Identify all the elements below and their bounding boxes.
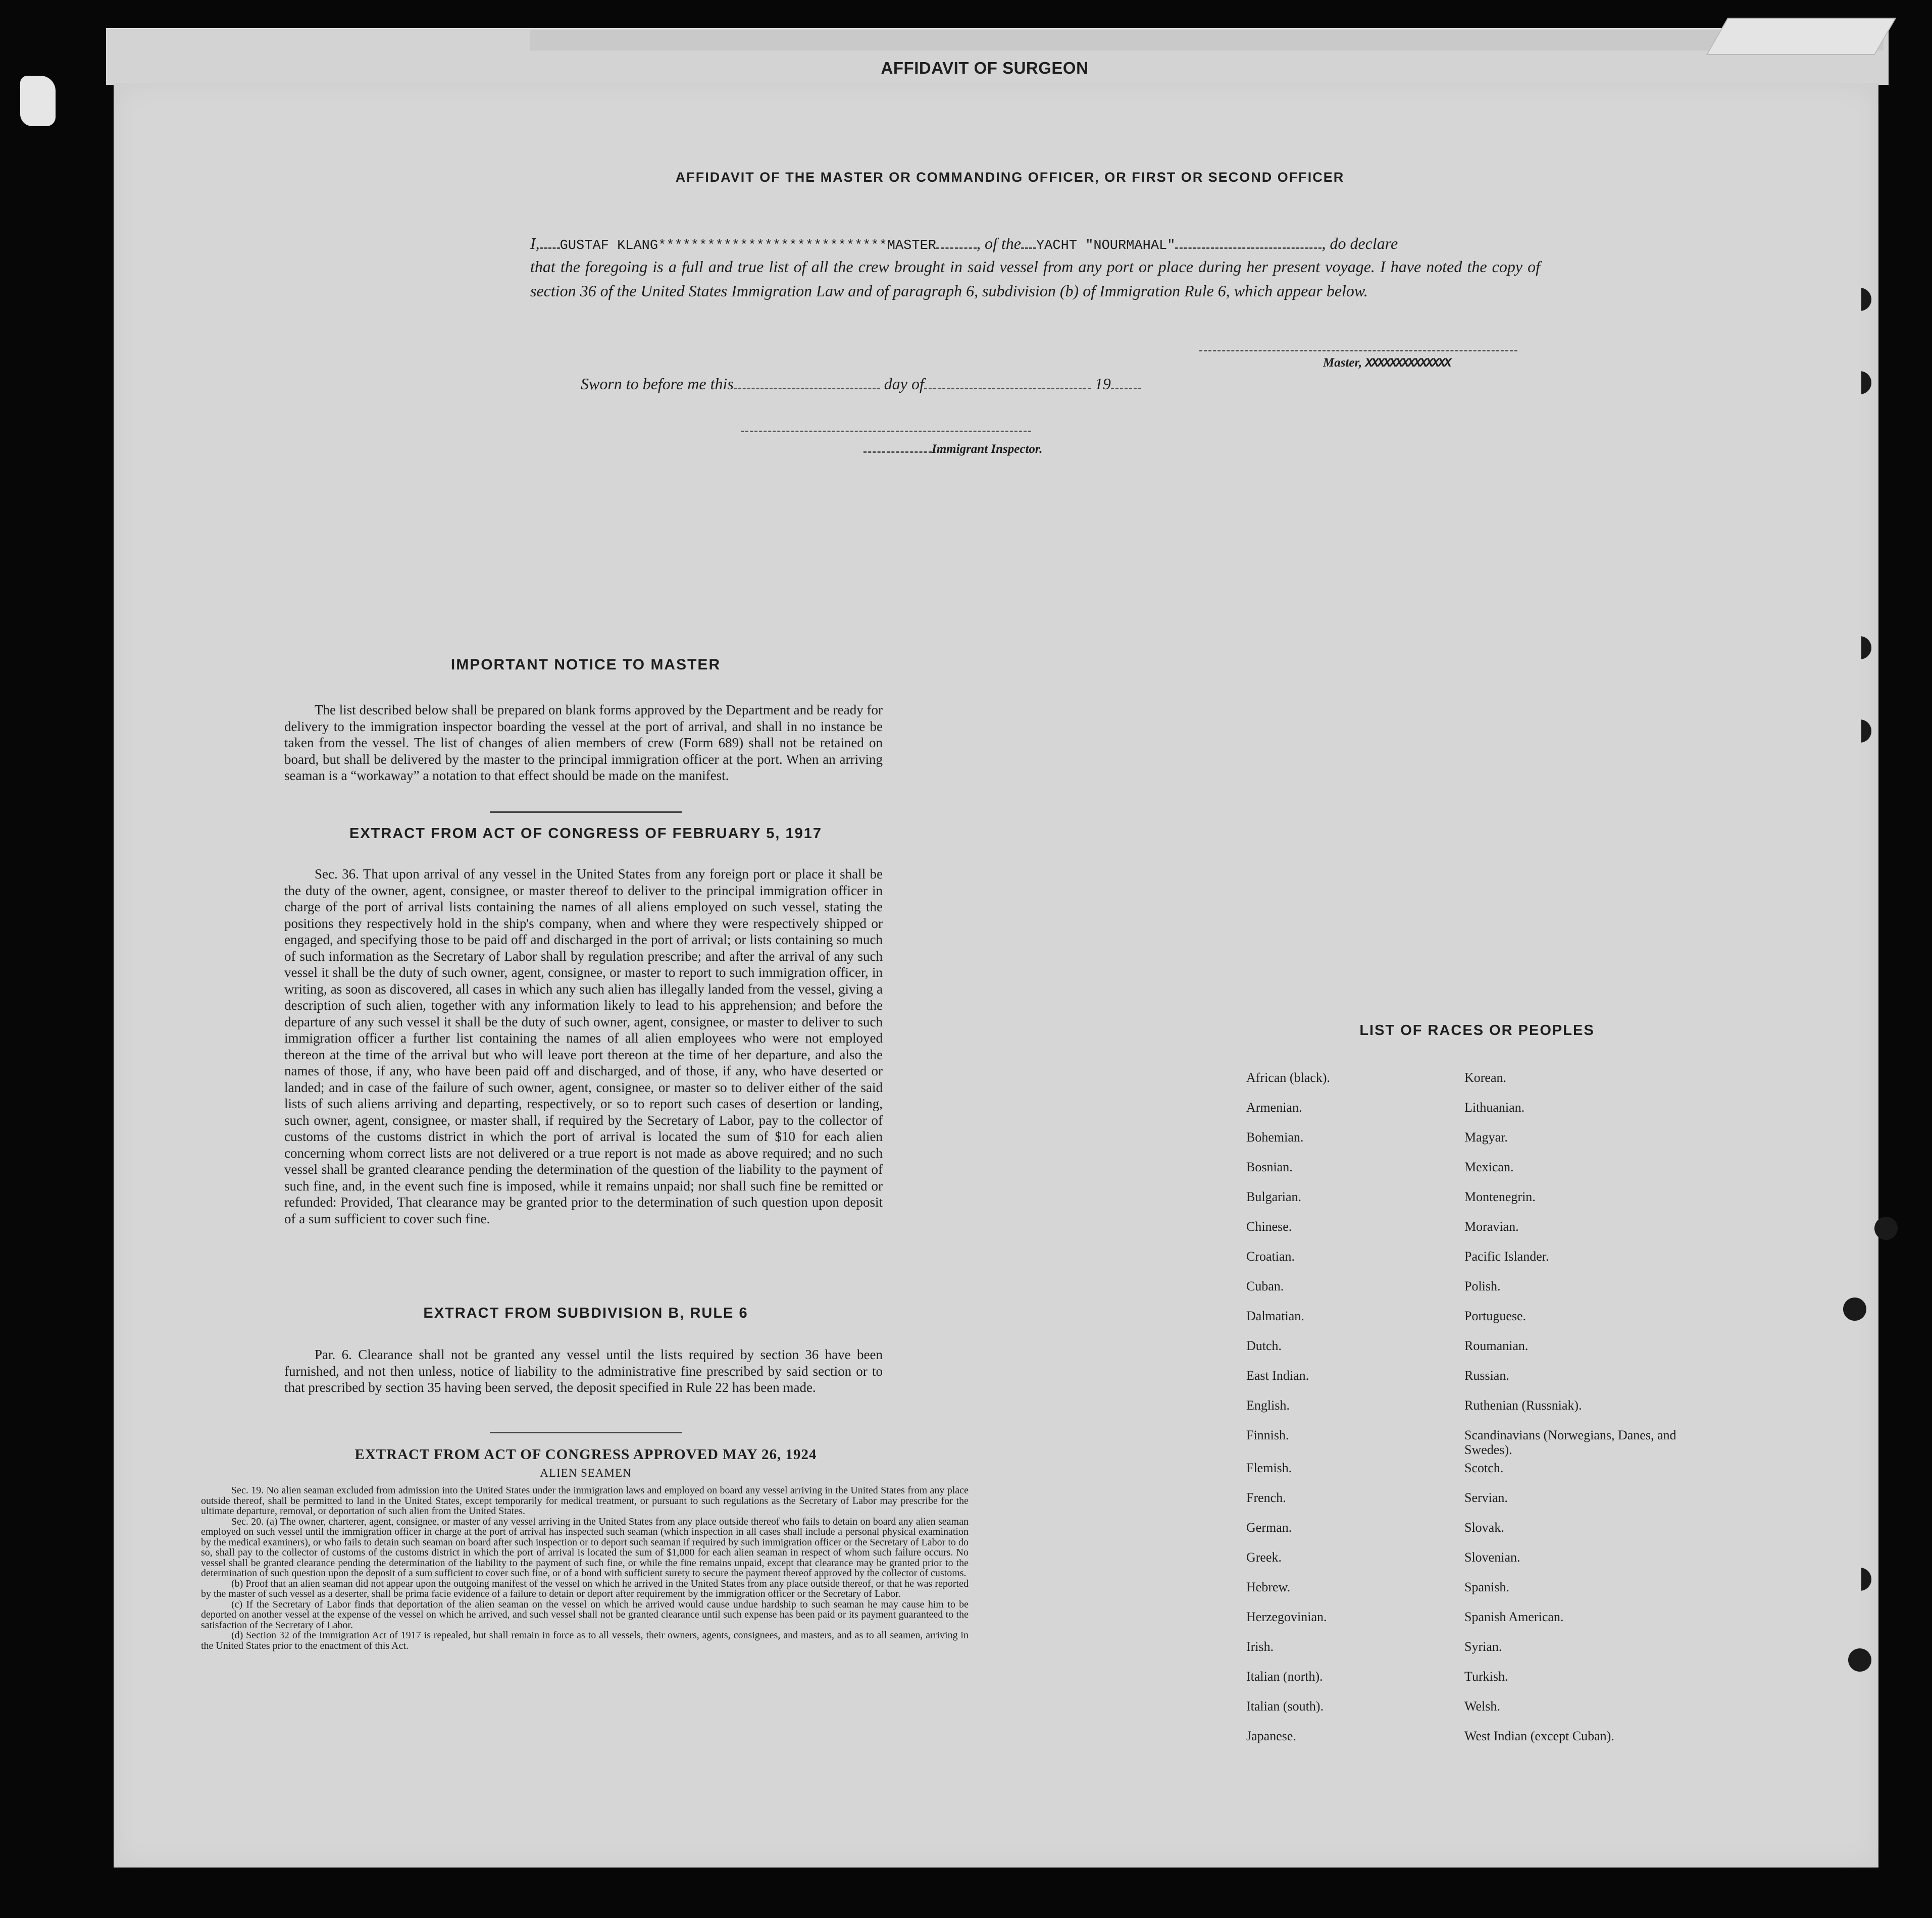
extract-1917-body: Sec. 36. That upon arrival of any vessel in the United States from any foreign port or place it shall be the duty of the owner, agent, consignee, or master thereof to deliver to the principal immigration officer in charge of the port of arrival lists containing the names of all aliens employed on such vessel, stating the positions they respectively hold in the ship's company, when and where they were respectively shipped or engaged, and specifying those to be paid off and discharged in the port of arrival; or lists containing so much of such information as the Secretary of Labor shall by regulation prescribe; and after the arrival of any such vessel it shall be the duty of such owner, agent, consignee, or master to report to such immigration officer, in writing, as soon as discovered, all cases in which any such alien has illegally landed from the vessel, giving a description of such alien, together with any information likely to lead to his apprehension; and before the departure of any such vessel it shall be the duty of such owner, agent, consignee, or master to deliver to such immigration officer a further list containing the names of all alien employees who were not employed thereon at the time of the arrival but who will leave port thereon at the time of her departure, and also the names of those, if any, who have been paid off and discharged, and of those, if any, who have deserted or landed; and in case of the failure of such owner, agent, consignee, or master so to deliver either of the said lists of such aliens arriving and departing, respectively, or so to report such cases of desertion or landing, such owner, agent, consignee, or master shall, if required by the Secretary of Labor, pay to the collector of customs of the customs district in which the port of arrival is located the sum of $10 for each alien concerning whom correct lists are not delivered or a true report is not made as above required; and no such vessel shall be granted clearance pending the determination of the question of the liability to the payment of such fine, and, in the event such fine is imposed, while it remains unpaid; nor shall such fine be remitted or refunded: Provided, That clearance may be granted prior to the determination of such question upon deposit of a sum sufficient to cover such fine. xyxy=(284,866,883,1226)
race-item: English. xyxy=(1246,1398,1290,1413)
punch-hole xyxy=(1848,1648,1871,1672)
race-item: Croatian. xyxy=(1246,1249,1295,1264)
master-name: GUSTAF KLANG xyxy=(560,238,658,253)
month-blank xyxy=(924,375,1091,389)
race-item: East Indian. xyxy=(1246,1368,1309,1383)
race-item: Welsh. xyxy=(1464,1699,1500,1714)
divider xyxy=(490,811,682,813)
inspector-signature-line xyxy=(741,431,1031,432)
race-item: Flemish. xyxy=(1246,1461,1292,1475)
race-item: Scotch. xyxy=(1464,1461,1504,1475)
race-item: Scandinavians (Norwegians, Danes, and Swedes). xyxy=(1464,1428,1676,1457)
struck-out-title: XXXXXXXXXXXXXX xyxy=(1365,356,1450,371)
day-blank xyxy=(734,375,880,389)
race-item: Portuguese. xyxy=(1464,1309,1527,1323)
notice-body: The list described below shall be prepared on blank forms approved by the Department and be ready for delivery to the immigration inspector boarding the vessel at the port of arrival, and shall in no instance be taken from the vessel. The list of changes of alien members of crew (Form 689) shall not be retained on board, but shall be delivered by the master to the principal immigration officer at the port. When an arriving seaman is a “workaway” a notation to that effect should be made on the manifest. xyxy=(284,702,883,783)
race-item: West Indian (except Cuban). xyxy=(1464,1729,1614,1743)
sworn-prefix: Sworn to before me this xyxy=(581,375,734,393)
race-item: Montenegrin. xyxy=(1464,1189,1536,1204)
vessel-name: YACHT "NOURMAHAL" xyxy=(1036,238,1176,253)
folded-corner xyxy=(1706,18,1897,55)
section-20a: Sec. 20. (a) The owner, charterer, agent, consignee, or master of any vessel arriving in the United States from any place outside thereof who fails to detain on board any alien seaman employed on such vessel until the immigration officer in charge at the port of arrival has inspected such seaman (which inspection in all cases shall include a personal physical examination by the medical examiners), or who fails to detain such seaman on board after such inspection or to deport such seaman if required by such immigration officer or the Secretary of Labor to do so, shall pay to the collector of customs of the customs district in which the port of arrival is located the sum of $1,000 for each alien seaman in respect of whom such failure occurs. No vessel shall be granted clearance pending the determination of the liability to the payment of such fine, or while the fine remains unpaid, except that clearance may be granted prior to the determination of such question upon the deposit of a sum sufficient to cover such fine, or of a bond with sufficient surety to secure the payment thereof approved by the collector of customs. xyxy=(201,1516,969,1579)
punch-hole xyxy=(1848,371,1871,394)
race-item: Herzegovinian. xyxy=(1246,1610,1327,1624)
race-item: Russian. xyxy=(1464,1368,1509,1383)
affidavit-title: AFFIDAVIT OF THE MASTER OR COMMANDING OFFICER, OR FIRST OR SECOND OFFICER xyxy=(675,170,1345,185)
race-item: Servian. xyxy=(1464,1490,1508,1505)
race-item: Roumanian. xyxy=(1464,1338,1529,1353)
race-item: Chinese. xyxy=(1246,1219,1292,1234)
year-blank xyxy=(1111,375,1141,389)
race-item: Finnish. xyxy=(1246,1428,1289,1442)
race-item: African (black). xyxy=(1246,1070,1331,1085)
alien-seamen-subtitle: ALIEN SEAMEN xyxy=(540,1467,632,1479)
declaration-body: that the foregoing is a full and true list of all the crew brought in said vessel from any port or place during her present voyage. I have noted the copy of section 36 of the United States Immigration Law and of paragraph 6, subdivision (b) of Immigration Rule 6, which appear below. xyxy=(530,257,1540,300)
sworn-line xyxy=(581,375,1141,393)
do-declare-label: , do declare xyxy=(1321,234,1398,252)
year-prefix: 19 xyxy=(1094,375,1111,393)
section-20c: (c) If the Secretary of Labor finds that deportation of the alien seaman on the vessel on which he arrived would cause undue hardship to such seaman he may cause him to be deported on another vessel at the expense of the vessel on which he arrived, and such vessel shall not be granted clearance until such expense has been paid or its payment guaranteed to the satisfaction of the Secretary of Labor. xyxy=(201,1598,969,1631)
extract-rule6-body: Par. 6. Clearance shall not be granted any vessel until the lists required by section 36 have been furnished, and not then unless, notice of liability to the administrative fine prescribed by said section or to that prescribed by section 35 having been served, the deposit specified in Rule 22 has been made. xyxy=(284,1347,883,1395)
of-the-label: , of the xyxy=(977,234,1021,252)
race-item: Polish. xyxy=(1464,1279,1501,1293)
divider xyxy=(490,1432,682,1433)
race-item: Mexican. xyxy=(1464,1160,1514,1174)
sheet-edge xyxy=(530,30,1884,50)
race-item: Magyar. xyxy=(1464,1130,1508,1145)
race-item: Lithuanian. xyxy=(1464,1100,1525,1115)
punch-hole xyxy=(1848,719,1871,743)
race-item: Turkish. xyxy=(1464,1669,1508,1684)
extract-1924-title: EXTRACT FROM ACT OF CONGRESS APPROVED MAY 26, 1924 xyxy=(354,1446,817,1463)
notice-title: IMPORTANT NOTICE TO MASTER xyxy=(450,656,721,673)
race-item: Dutch. xyxy=(1246,1338,1282,1353)
section-20b: (b) Proof that an alien seaman did not appear upon the outgoing manifest of the vessel on which he arrived in the United States from any place outside thereof, or that he was reported by the master of such vessel as a deserter, shall be prima facie evidence of a failure to detain or deport after requirement by the immigration officer or the Secretary of Labor. xyxy=(201,1578,969,1599)
master-rank: MASTER xyxy=(887,238,936,253)
race-item: Italian (north). xyxy=(1246,1669,1323,1684)
race-item: Japanese. xyxy=(1246,1729,1296,1743)
race-item: Italian (south). xyxy=(1246,1699,1324,1714)
race-item: Korean. xyxy=(1464,1070,1507,1085)
race-item: Bulgarian. xyxy=(1246,1189,1302,1204)
master-caption xyxy=(1323,356,1450,371)
punch-hole xyxy=(1848,636,1871,659)
race-item: Syrian. xyxy=(1464,1639,1502,1654)
race-item: Slovenian. xyxy=(1464,1550,1520,1565)
master-caption-label: Master, xyxy=(1323,356,1362,370)
master-signature-line xyxy=(1199,350,1517,351)
punch-hole xyxy=(1848,288,1871,311)
paper-clip-fragment xyxy=(20,76,56,126)
surgeon-affidavit-title: AFFIDAVIT OF SURGEON xyxy=(881,59,1089,77)
punch-hole xyxy=(1848,1568,1871,1591)
race-item: French. xyxy=(1246,1490,1286,1505)
name-filler: **************************** xyxy=(658,238,887,253)
race-item: Ruthenian (Russniak). xyxy=(1464,1398,1582,1413)
punch-hole xyxy=(1843,1298,1866,1321)
race-item: Irish. xyxy=(1246,1639,1274,1654)
race-item: Bosnian. xyxy=(1246,1160,1293,1174)
race-item: Armenian. xyxy=(1246,1100,1302,1115)
section-20d: (d) Section 32 of the Immigration Act of 1917 is repealed, but shall remain in force as to all vessels, their owners, agents, consignees, and masters, and as to all seamen, arriving in the United States prior to the enactment of this Act. xyxy=(201,1630,969,1651)
race-item: Spanish American. xyxy=(1464,1610,1564,1624)
inspector-caption xyxy=(863,442,1043,456)
section-19: Sec. 19. No alien seaman excluded from admission into the United States under the immigration laws and employed on board any vessel arriving in the United States from any place outside thereof, shall be permitted to land in the United States, except temporarily for medical treatment, or pursuant to such regulations as the Secretary of Labor may prescribe for the ultimate departure, removal, or deportation of such alien from the United States. xyxy=(201,1485,969,1517)
race-item: Spanish. xyxy=(1464,1580,1509,1594)
race-item: Dalmatian. xyxy=(1246,1309,1304,1323)
race-item: Bohemian. xyxy=(1246,1130,1304,1145)
declaration-prefix: I, xyxy=(530,234,540,252)
race-item: Cuban. xyxy=(1246,1279,1284,1293)
punch-hole xyxy=(1874,1217,1898,1240)
race-item: Hebrew. xyxy=(1246,1580,1291,1594)
race-item: German. xyxy=(1246,1520,1292,1535)
day-of-label: day of xyxy=(884,375,924,393)
races-title: LIST OF RACES OR PEOPLES xyxy=(1359,1022,1595,1039)
extract-1924-body xyxy=(201,1485,969,1651)
inspector-caption-label: Immigrant Inspector. xyxy=(932,442,1043,456)
extract-1917-title: EXTRACT FROM ACT OF CONGRESS OF FEBRUARY 5, 1917 xyxy=(349,825,823,842)
race-item: Slovak. xyxy=(1464,1520,1504,1535)
race-item: Moravian. xyxy=(1464,1219,1519,1234)
extract-rule6-title: EXTRACT FROM SUBDIVISION B, RULE 6 xyxy=(423,1305,748,1321)
race-item: Pacific Islander. xyxy=(1464,1249,1549,1264)
race-item: Greek. xyxy=(1246,1550,1282,1565)
